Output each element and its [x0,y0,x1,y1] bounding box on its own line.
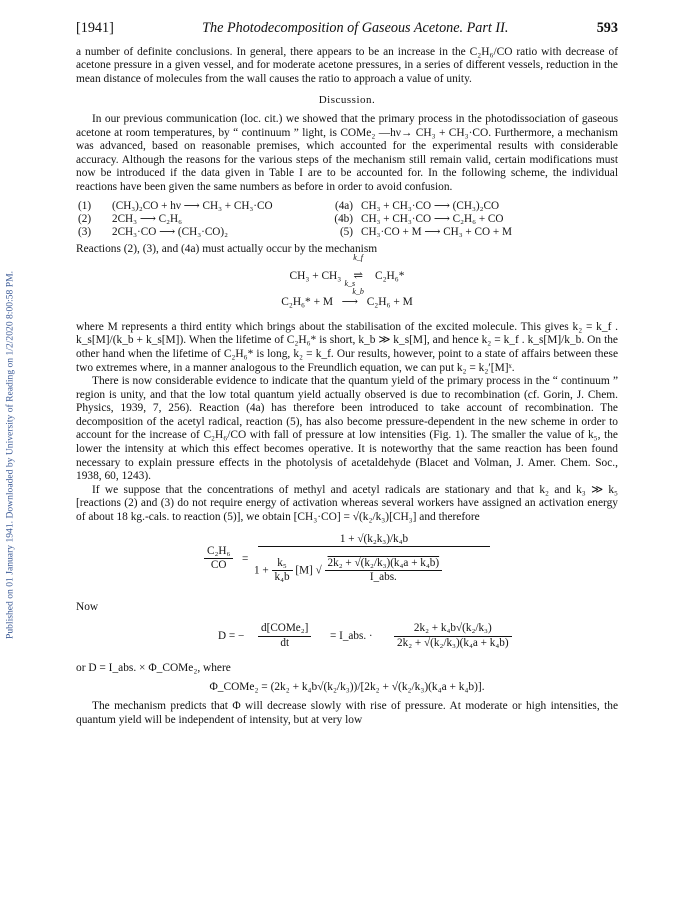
rate-fraction [394,622,512,650]
root-numerator: 2k₂ + √(k₂/k₃)(k₄a + k₄b) [325,557,443,572]
or-line: or D = I_abs. × Φ_COMe₂, where [76,662,231,675]
equation-lhs-denominator: CO [210,559,227,572]
mechanism-product: C₂H₆ + M [366,295,413,308]
reaction-arrow: k_s ⟶ [336,289,364,315]
paragraph-mechanism-intro: Reactions (2), (3), and (4a) must actually occur by the mechanism [76,243,378,256]
paragraph-quantum-yield: There is now considerable evidence to indicate that the quantum yield of the primary process in the “ continuum ” region is unity, and that the low total quantum yield actually observed is due to recombination (cf. Gorin, J. Chem. Physics, 1939, 7, 256). Reaction (4a) has therefore been introduced to take account of recombination. The decomposition of the acetyl radical, reaction (5), has also become pressure-dependent in the new scheme in order to account for the increase of C₂H₆/CO with fall of pressure at low intensities (Fig. 1). The smaller the value of k₅, the lower the intensity at which this effect becomes operative. It is noteworthy that the same reaction has been found necessary to explain pressure effects in the photolysis of acetaldehyde (Blacet and Volman, J. Amer. Chem. Soc., 1938, 60, 1243). [76,375,618,483]
rate-constant-stabilisation: k_s [344,278,356,288]
equation-lhs-fraction [204,545,233,573]
rate-lhs: D = − [218,630,245,643]
paragraph-prediction: The mechanism predicts that Φ will decrease slowly with rise of pressure. At moderate or high intensities, the quantum yield will be independent of intensity, but at very low [76,700,618,727]
equilibrium-arrow: k_f ⇌ k_b [344,263,372,289]
section-heading: Discussion. [318,94,376,107]
download-watermark [0,60,20,850]
paper-page [76,22,618,728]
equation-lhs-numerator: C₂H₆ [204,545,233,560]
denominator-prefix: 1 + [254,564,272,577]
rate-intensity: = I_abs. · [330,630,373,643]
rate-ratio-denominator: k₄b [274,571,290,584]
rate-numerator: 2k₂ + k₄b√(k₂/k₃) [394,622,512,637]
derivative-numerator: d[COMe₂] [258,622,311,637]
equals-sign: = [242,552,249,565]
rate-constant-backward: k_b [352,286,364,296]
paragraph-stationary-state: If we suppose that the concentrations of methyl and acetyl radicals are stationary and that k₂ and k₃ ≫ k₅ [reactions (2) and (3) do not require energy of activation whereas several workers have assigned an activation energy of about 18 kg.-cals. to reaction (5)], we obtain [CH₃·CO] = √(k₂/k₃)[CH₃] and therefore [76,483,618,524]
reaction-row [76,213,596,226]
reaction-label: (1) [78,199,92,212]
page-number: 593 [596,20,618,36]
header-year: [1941] [76,20,114,36]
reaction-equation: CH₃ + CH₃·CO ⟶ C₂H₆ + CO [361,212,504,225]
reaction-equation: CH₃ + CH₃·CO ⟶ (CH₃)₂CO [361,199,500,212]
reaction-label: (2) [78,212,92,225]
rate-ratio [272,557,293,585]
square-root-sign: √ [315,564,322,577]
mechanism-product: C₂H₆* [374,269,405,282]
paragraph-conclusions: a number of definite conclusions. In general, there appears to be an increase in the C₂H₆/CO ratio with decrease of acetone pressure in a given vessel, and for moderate acetone pressures, in a series of different vessels, reduction in the mean distance of molecules from the wall causes the ratio to approach a value of unity. [76,45,618,85]
mechanism-block [76,252,618,315]
equation-numerator: 1 + √(k₂k₃)/k₄b [258,533,490,548]
running-header [76,22,618,36]
mechanism-reactants: CH₃ + CH₃ [289,269,342,282]
reaction-label: (5) [339,225,353,238]
root-denominator: I_abs. [369,571,397,584]
equation-rate [76,620,618,656]
reaction-equation: 2CH₃ ⟶ C₂H₆ [112,212,183,225]
now-label: Now [76,600,99,613]
paragraph-third-entity: where M represents a third entity which brings about the stabilisation of the excited molecule. This gives k₂ = k_f . k_s[M]/(k_b + k_s[M]). When the lifetime of C₂H₆* is short, k_b ≫ k_s[M], and hence k₂ = k_f . k_s[M]/k_b. On the other hand when the lifetime of C₂H₆* is long, k₂ = k_f. Our results, however, point to a state of affairs between these two extremes where, in a manner analogous to the Freundlich equation, we can put k₂ = k₂′[M]ˣ. [76,320,618,374]
phi-equation: Φ_COMe₂ = (2k₂ + k₄b√(k₂/k₃))/[2k₂ + √(k₂/k₃)(k₄a + k₄b)]. [209,680,485,693]
root-fraction [325,557,443,585]
reaction-equation: 2CH₃·CO ⟶ (CH₃·CO)₂ [112,225,228,238]
equation-ratio [76,531,618,595]
derivative-fraction [258,622,311,650]
header-title: The Photodecomposition of Gaseous Acetone. Part II. [202,20,509,36]
pressure-term: [M] [295,564,313,577]
rate-denominator: 2k₂ + √(k₂/k₃)(k₄a + k₄b) [397,636,509,649]
reaction-label: (3) [78,225,92,238]
reaction-label: (4a) [334,199,353,212]
reaction-row [76,200,596,213]
mechanism-reactants: C₂H₆* + M [281,295,333,308]
reaction-equation: (CH₃)₂CO + hν ⟶ CH₃ + CH₃·CO [112,199,273,212]
download-watermark-text: Published on 01 January 1941. Downloaded by University of Reading on 1/2/2020 8:00:58 PM. [4,270,16,640]
derivative-denominator: dt [280,636,290,649]
paragraph-previous-communication: In our previous communication (loc. cit.) we showed that the primary process in the photodissociation of gaseous acetone at room temperatures, by “ continuum ” light, is COMe₂ —hν→ CH₃ + CH₃·CO. Furthermore, a mechanism was advanced, based on reasonable premises, which accounted for the experimental results with considerable accuracy. Although the reasons for the various steps of the mechanism still remain valid, certain modifications must now be introduced if the data given in Table I are to be accounted for. In the following scheme, the individual reactions have been given the same numbers as before in order to avoid confusion. [76,112,618,193]
mechanism-line [76,278,618,315]
rate-constant-forward: k_f [353,252,364,262]
reaction-equation: CH₃·CO + M ⟶ CH₃ + CO + M [361,225,512,238]
reaction-row [76,226,596,239]
equation-denominator [254,557,442,585]
rate-ratio-numerator: k₅ [272,557,293,572]
reaction-scheme [76,200,596,240]
reaction-label: (4b) [334,212,353,225]
